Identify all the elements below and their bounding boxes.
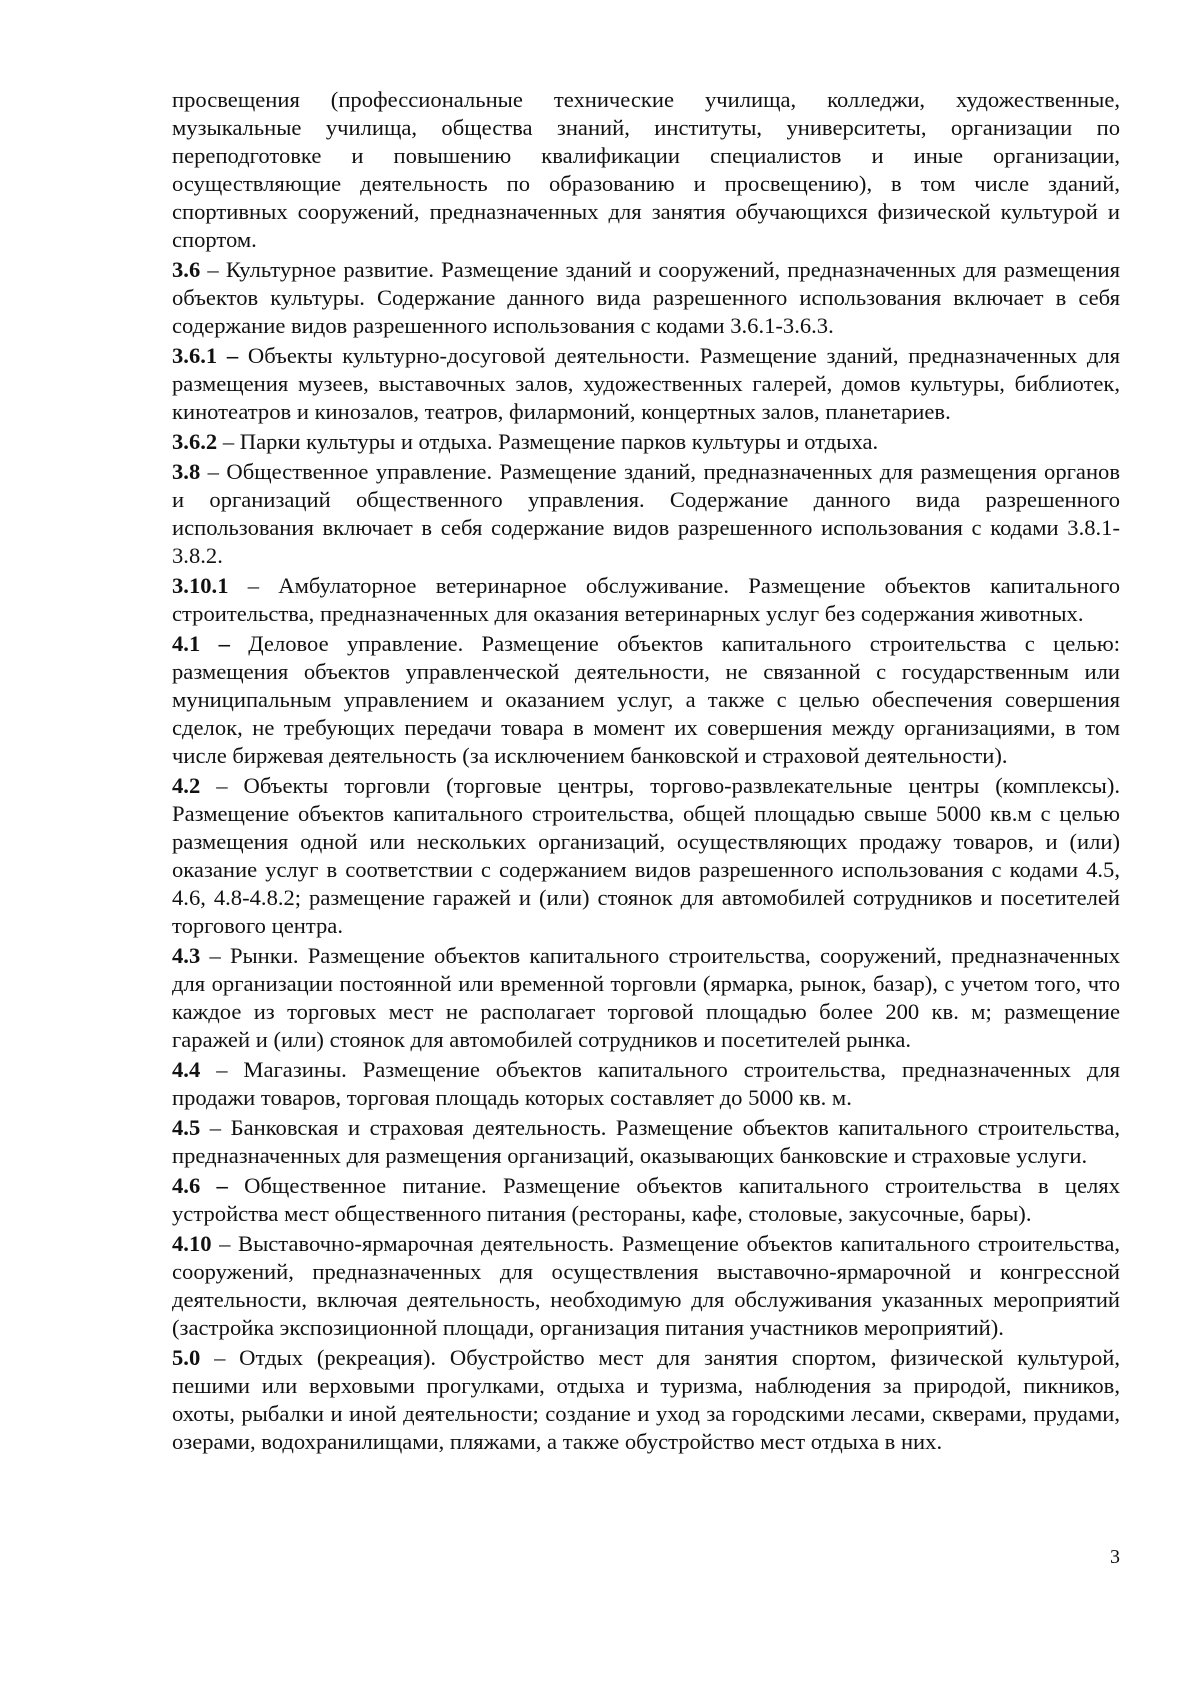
paragraph-4-6: [172, 1172, 1120, 1228]
paragraph-4-5: [172, 1114, 1120, 1170]
paragraph-4-10: [172, 1230, 1120, 1342]
paragraph-4-4: [172, 1056, 1120, 1112]
paragraph-code: 4.10: [172, 1231, 212, 1256]
paragraph-4-3: [172, 942, 1120, 1054]
paragraph-text: – Культурное развитие. Размещение зданий и сооружений, предназначенных для размещения объектов культуры. Содержание данного вида разрешенного использования включает в себя содержание видов разрешенного использования с кодами 3.6.1-3.6.3.: [172, 257, 1120, 338]
paragraph-code: 3.6.1 –: [172, 343, 239, 368]
paragraph-text: Объекты культурно-досуговой деятельности. Размещение зданий, предназначенных для размещения музеев, выставочных залов, художественных галерей, домов культуры, библиотек, кинотеатров и кинозалов, театров, филармоний, концертных залов, планетариев.: [172, 343, 1120, 424]
paragraph-4-1: [172, 630, 1120, 770]
paragraph-text: – Банковская и страховая деятельность. Размещение объектов капитального строительства, предназначенных для размещения организаций, оказывающих банковские и страховые услуги.: [172, 1115, 1120, 1168]
paragraph-3-6-1: [172, 342, 1120, 426]
paragraph-code: 3.8: [172, 459, 201, 484]
paragraph-3-8: [172, 458, 1120, 570]
page-number: 3: [1110, 1546, 1120, 1568]
paragraph-code: 4.4: [172, 1057, 201, 1082]
paragraph-continuation: [172, 86, 1120, 254]
paragraph-code: 3.6: [172, 257, 201, 282]
paragraph-text: – Парки культуры и отдыха. Размещение парков культуры и отдыха.: [217, 429, 879, 454]
paragraph-3-10-1: [172, 572, 1120, 628]
paragraph-text: – Общественное управление. Размещение зданий, предназначенных для размещения органов и организаций общественного управления. Содержание данного вида разрешенного использования включает в себя содержание видов разрешенного использования с кодами 3.8.1-3.8.2.: [172, 459, 1120, 568]
paragraph-code: 4.3: [172, 943, 201, 968]
paragraph-text: – Отдых (рекреация). Обустройство мест для занятия спортом, физической культурой, пешими или верховыми прогулками, отдыха и туризма, наблюдения за природой, пикников, охоты, рыбалки и иной деятельности; создание и уход за городскими лесами, скверами, прудами, озерами, водохранилищами, пляжами, а также обустройство мест отдыха в них.: [172, 1345, 1120, 1454]
paragraph-text: просвещения (профессиональные технические училища, колледжи, художественные, музыкальные училища, общества знаний, институты, университеты, организации по переподготовке и повышению квалификации специалистов и иные организации, осуществляющие деятельность по образованию и просвещению), в том числе зданий, спортивных сооружений, предназначенных для занятия обучающихся физической культурой и спортом.: [172, 87, 1120, 252]
paragraph-text: – Амбулаторное ветеринарное обслуживание. Размещение объектов капитального строительства, предназначенных для оказания ветеринарных услуг без содержания животных.: [172, 573, 1120, 626]
paragraph-5-0: [172, 1344, 1120, 1456]
paragraph-3-6-2: [172, 428, 1120, 456]
paragraph-code: 4.1 –: [172, 631, 230, 656]
paragraph-code: 5.0: [172, 1345, 201, 1370]
paragraph-text: – Выставочно-ярмарочная деятельность. Размещение объектов капитального строительства, сооружений, предназначенных для осуществления выставочно-ярмарочной и конгрессной деятельности, включая деятельность, необходимую для обслуживания указанных мероприятий (застройка экспозиционной площади, организация питания участников мероприятий).: [172, 1231, 1120, 1340]
paragraph-code: 3.10.1: [172, 573, 229, 598]
paragraph-text: Деловое управление. Размещение объектов капитального строительства с целью: размещения объектов управленческой деятельности, не связанной с государственным или муниципальным управлением и оказанием услуг, а также с целью обеспечения совершения сделок, не требующих передачи товара в момент их совершения между организациями, в том числе биржевая деятельность (за исключением банковской и страховой деятельности).: [172, 631, 1121, 768]
paragraph-text: – Объекты торговли (торговые центры, торгово-развлекательные центры (комплексы). Размещение объектов капитального строительства, общей площадью свыше 5000 кв.м с целью размещения одной или нескольких организаций, осуществляющих продажу товаров, и (или) оказание услуг в соответствии с содержанием видов разрешенного использования с кодами 4.5, 4.6, 4.8-4.8.2; размещение гаражей и (или) стоянок для автомобилей сотрудников и посетителей торгового центра.: [172, 773, 1120, 938]
paragraph-code: 3.6.2: [172, 429, 218, 454]
paragraph-3-6: [172, 256, 1120, 340]
paragraph-text: – Магазины. Размещение объектов капитального строительства, предназначенных для продажи товаров, торговая площадь которых составляет до 5000 кв. м.: [172, 1057, 1120, 1110]
paragraph-code: 4.6 –: [172, 1173, 228, 1198]
paragraph-code: 4.2: [172, 773, 201, 798]
paragraph-text: – Рынки. Размещение объектов капитального строительства, сооружений, предназначенных для организации постоянной или временной торговли (ярмарка, рынок, базар), с учетом того, что каждое из торговых мест не располагает торговой площадью более 200 кв. м; размещение гаражей и (или) стоянок для автомобилей сотрудников и посетителей рынка.: [172, 943, 1120, 1052]
document-body: [172, 86, 1120, 1458]
paragraph-code: 4.5: [172, 1115, 201, 1140]
paragraph-4-2: [172, 772, 1120, 940]
paragraph-text: Общественное питание. Размещение объектов капитального строительства в целях устройства мест общественного питания (рестораны, кафе, столовые, закусочные, бары).: [172, 1173, 1120, 1226]
